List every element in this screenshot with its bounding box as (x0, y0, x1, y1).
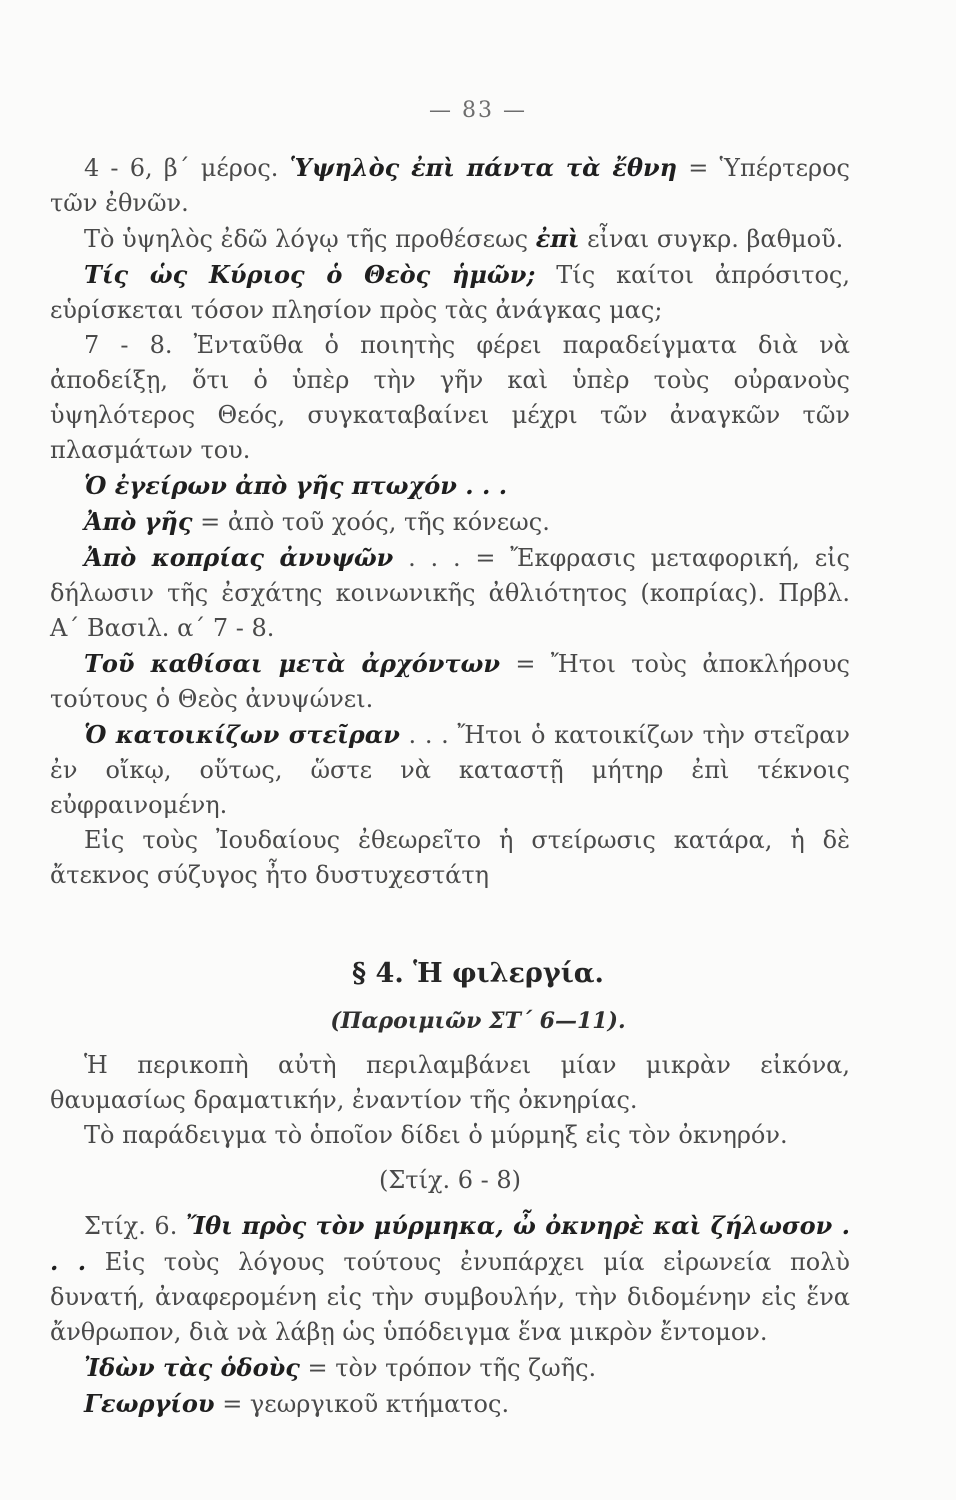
section-subtitle: (Παροιμιῶν ΣΤ΄ 6—11). (330, 1008, 626, 1034)
paragraph-ant-example: Τὸ παράδειγμα τὸ ὁποῖον δίδει ὁ μύρμηξ εἰς τὸν ὀκνηρόν. (84, 1121, 788, 1149)
paragraph-from-earth (50, 504, 850, 540)
page-number: — 83 — (429, 98, 527, 123)
verse-range: (Στίχ. 6 - 8) (378, 1166, 522, 1194)
gloss: . . . Ἤτοι ὁ κατοικίζων τὴν στεῖραν ἐν οἴκῳ, οὕτως, ὥστε νὰ καταστῇ μήτηρ ἐπὶ τέκνοις εὐφραινομένη. (50, 721, 850, 819)
quoted-phrase: Ὑψηλὸς ἐπὶ πάντα τὰ ἔθνη (289, 153, 678, 182)
paragraph-jewish-custom: Εἰς τοὺς Ἰουδαίους ἐθεωρεῖτο ἡ στείρωσις κατάρα, ἡ δὲ ἄτεκνος σύζυγος ἦτο δυστυχεστάτη (50, 826, 850, 889)
section-title: § 4. Ἡ φιλεργία. (352, 958, 604, 989)
paragraph-raising-poor (50, 468, 850, 504)
gloss: = τὸν τρόπον τῆς ζωῆς. (299, 1354, 597, 1382)
paragraph-note-preposition (50, 221, 850, 257)
paragraph-barren-woman (50, 717, 850, 823)
gloss: Εἰς τοὺς λόγους τούτους ἐνυπάρχει μία εἰρωνεία πολὺ δυνατή, ἀναφερομένη εἰς τὴν συμβουλήν, τὴν διδομένην εἰς ἕνα ἄνθρωπον, διὰ νὰ λάβῃ ὡς ὑπόδειγμα ἕνα μικρὸν ἔντομον. (50, 1248, 851, 1346)
gloss: = γεωργικοῦ κτήματος. (214, 1390, 510, 1418)
quoted-phrase: Γεωργίου (84, 1389, 215, 1418)
paragraph-verse-6 (50, 1208, 850, 1350)
quoted-phrase: Τίς ὡς Κύριος ὁ Θεὸς ἡμῶν; (84, 260, 536, 289)
paragraph-sit-with-princes (50, 646, 850, 717)
gloss: = Ἤτοι τοὺς ἀποκλήρους τούτους ὁ Θεὸς ἀνυψώνει. (50, 650, 850, 713)
gloss: Τίς καίτοι ἀπρόσιτος, εὑρίσκεται τόσον πλησίον πρὸς τὰς ἀνάγκας μας; (50, 261, 850, 324)
note-text: Τὸ ὑψηλὸς ἐδῶ λόγῳ τῆς προθέσεως (84, 225, 536, 253)
gloss: = ἀπὸ τοῦ χοός, τῆς κόνεως. (192, 508, 550, 536)
quoted-phrase: Ἀπὸ κοπρίας ἀνυψῶν (84, 543, 394, 572)
paragraph-seeing-ways (50, 1350, 850, 1386)
quoted-phrase: Ὁ ἐγείρων ἀπὸ γῆς πτωχόν . . . (84, 471, 508, 500)
quoted-phrase: Ἀπὸ γῆς (84, 507, 193, 536)
paragraph-verse-7-8: 7 - 8. Ἐνταῦθα ὁ ποιητὴς φέρει παραδείγματα διὰ νὰ ἀποδείξῃ, ὅτι ὁ ὑπὲρ τὴν γῆν καὶ ὑπὲρ τοὺς οὐρανοὺς ὑψηλότερος Θεός, συγκαταβαίνει μέχρι τῶν ἀναγκῶν τῶν πλασμάτων του. (50, 331, 850, 464)
quoted-phrase: Τοῦ καθίσαι μετὰ ἀρχόντων (84, 649, 501, 678)
note-text-end: εἶναι συγκρ. βαθμοῦ. (579, 225, 844, 253)
quoted-phrase: Ὁ κατοικίζων στεῖραν (84, 720, 400, 749)
verse-ref: Στίχ. 6. (84, 1212, 186, 1240)
quoted-phrase: Ἰδὼν τὰς ὁδοὺς (84, 1353, 300, 1382)
verse-ref: 4 - 6, β΄ μέρος. (84, 154, 290, 182)
commentary-block (50, 150, 850, 893)
paragraph-intro: Ἡ περικοπὴ αὐτὴ περιλαμβάνει μίαν μικρὰν εἰκόνα, θαυμασίως δραματικήν, ἐναντίον τῆς ὀκνηρίας. (50, 1051, 850, 1114)
section-body (50, 1048, 850, 1422)
paragraph-farm (50, 1386, 850, 1422)
gloss: . . . = Ἔκφρασις μεταφορική, εἰς δήλωσιν τῆς ἐσχάτης κοινωνικῆς ἀθλιότητος (κοπρίας). Πρβλ. Α΄ Βασιλ. α΄ 7 - 8. (50, 544, 850, 642)
paragraph-verse-4-6 (50, 150, 850, 221)
paragraph-who-is-like (50, 257, 850, 328)
quoted-phrase: Ἴθι πρὸς τὸν μύρμηκα, ὦ ὀκνηρὲ καὶ ζήλωσον . . . (50, 1211, 851, 1276)
quoted-word: ἐπὶ (535, 224, 580, 253)
paragraph-from-dung (50, 540, 850, 646)
gloss: = Ὑπέρτερος τῶν ἐθνῶν. (50, 154, 851, 217)
